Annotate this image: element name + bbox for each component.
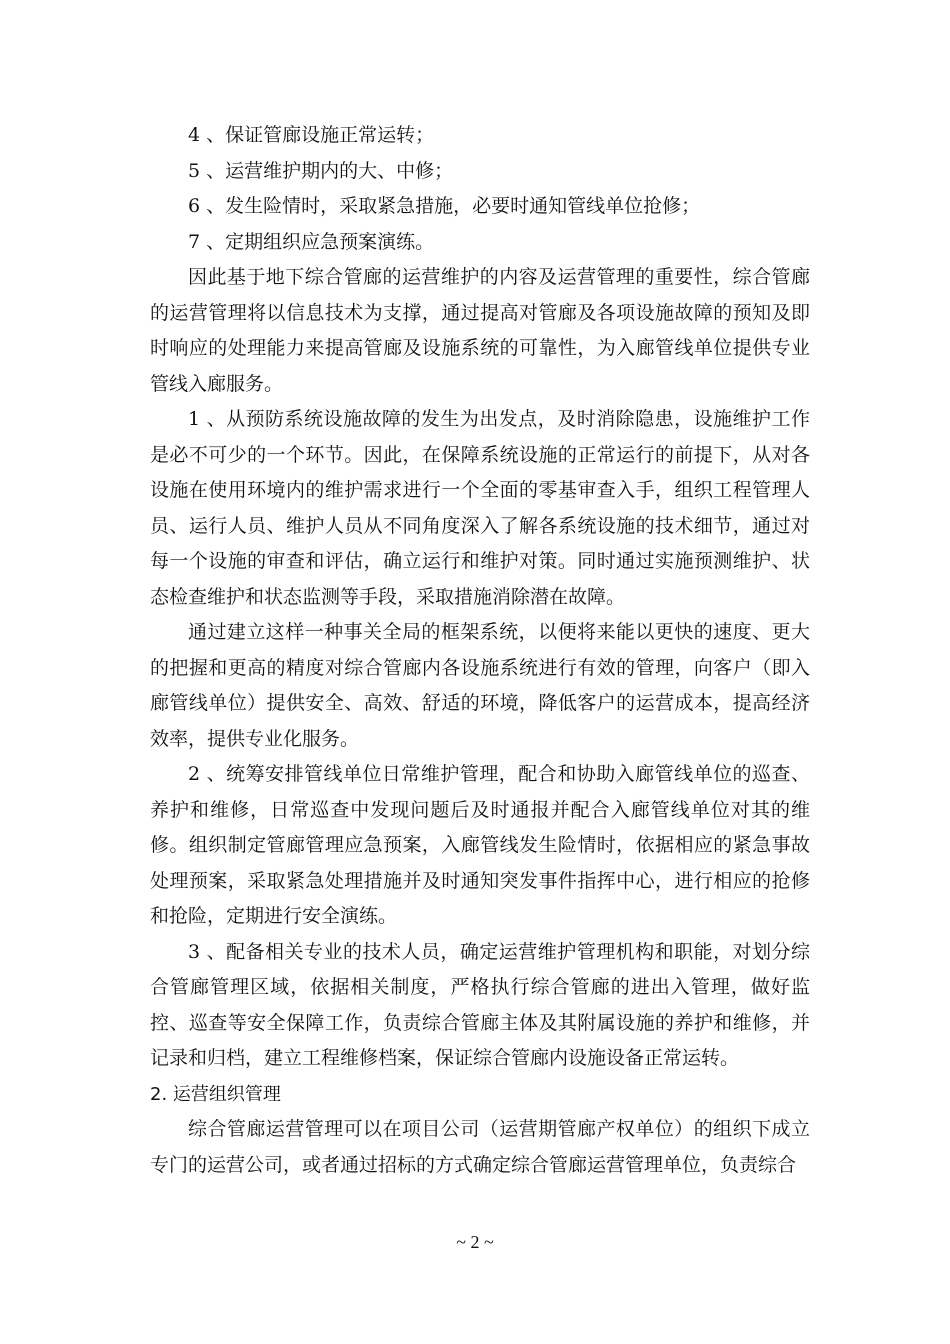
page-number: ~ 2 ~ bbox=[456, 1232, 494, 1252]
paragraph-point-3: 3 、配备相关专业的技术人员，确定运营维护管理机构和职能，对划分综合管廊管理区域，依据相关制度，严格执行综合管廊的进出入管理，做好监控、巡查等安全保障工作，负责综合管廊主体及其附属设施的养护和维修，并记录和归档，建立工程维修档案，保证综合管廊内设施设备正常运转。 bbox=[150, 940, 810, 1069]
paragraph-point-2: 2 、统筹安排管线单位日常维护管理，配合和协助入廊管线单位的巡查、养护和维修，日常巡查中发现问题后及时通报并配合入廊管线单位对其的维修。组织制定管廊管理应急预案，入廊管线发生险情时，依据相应的紧急事故处理预案，采取紧急处理措施并及时通知突发事件指挥中心，进行相应的抢修和抢险，定期进行安全演练。 bbox=[150, 763, 810, 927]
list-item: 6 、发生险情时，采取紧急措施，必要时通知管线单位抢修； bbox=[188, 195, 701, 217]
paragraph-framework: 通过建立这样一种事关全局的框架系统，以便将来能以更快的速度、更大的把握和更高的精度对综合管廊内各设施系统进行有效的管理，向客户（即入廊管线单位）提供安全、高效、舒适的环境，降低客户的运营成本，提高经济效率，提供专业化服务。 bbox=[150, 621, 810, 750]
paragraph-intro: 因此基于地下综合管廊的运营维护的内容及运营管理的重要性，综合管廊的运营管理将以信息技术为支撑，通过提高对管廊及各项设施故障的预知及即时响应的处理能力来提高管廊及设施系统的可靠性，为入廊管线单位提供专业管线入廊服务。 bbox=[150, 266, 810, 395]
paragraph-point-1: 1 、从预防系统设施故障的发生为出发点，及时消除隐患，设施维护工作是必不可少的一个环节。因此，在保障系统设施的正常运行的前提下，从对各设施在使用环境内的维护需求进行一个全面的零基审查入手，组织工程管理人员、运行人员、维护人员从不同角度深入了解各系统设施的技术细节，通过对每一个设施的审查和评估，确立运行和维护对策。同时通过实施预测维护、状态检查维护和状态监测等手段，采取措施消除潜在故障。 bbox=[150, 408, 810, 608]
list-item: 4 、保证管廊设施正常运转； bbox=[188, 124, 435, 146]
list-item: 5 、运营维护期内的大、中修； bbox=[188, 159, 454, 182]
section-heading: 2. 运营组织管理 bbox=[150, 1083, 281, 1105]
document-body bbox=[150, 118, 810, 1183]
paragraph-closing: 综合管廊运营管理可以在项目公司（运营期管廊产权单位）的组织下成立专门的运营公司，或者通过招标的方式确定综合管廊运营管理单位，负责综合 bbox=[150, 1118, 810, 1176]
list-item: 7 、定期组织应急预案演练。 bbox=[188, 230, 435, 253]
